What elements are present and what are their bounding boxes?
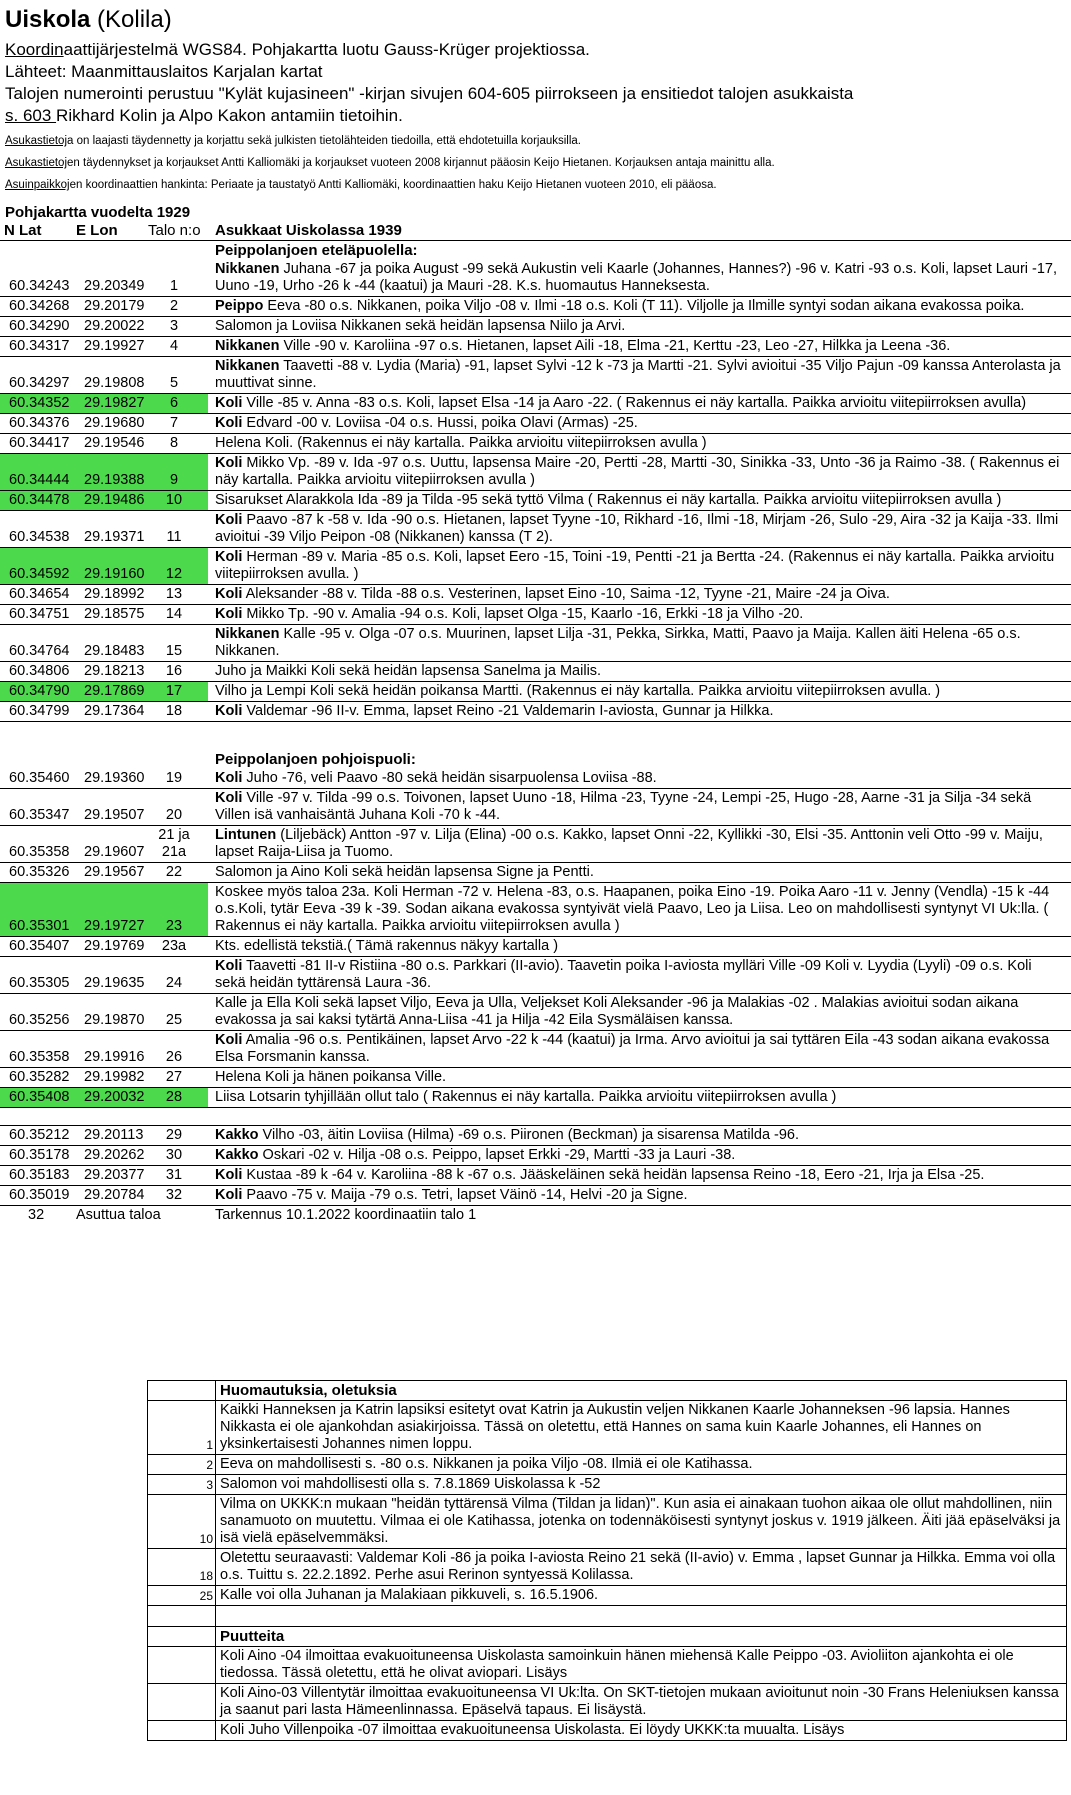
table-row bbox=[0, 826, 1071, 863]
resident-text bbox=[215, 337, 1065, 356]
talo-cell: 23a bbox=[161, 938, 187, 954]
lat-cell: 60.34478 bbox=[9, 492, 70, 508]
talo-cell: 32 bbox=[165, 1187, 183, 1203]
resident-details: Mikko Vp. -89 v. Ida -97 o.s. Uuttu, lapsensa Maire -20, Pertti -28, Martti -30, Sinikka -33, Unto -36 ja Raimo -38. ( Rakennus ei näy kartalla. Paikka arvioitu viitepiirroksen avulla ) bbox=[215, 455, 1060, 488]
resident-text bbox=[215, 789, 1065, 825]
lon-cell: 29.20032 bbox=[84, 1089, 145, 1105]
talo-cell: 18 bbox=[165, 703, 183, 719]
resident-text bbox=[215, 957, 1065, 993]
lat-cell: 60.34806 bbox=[9, 663, 70, 679]
resident-text bbox=[215, 605, 1065, 624]
notes-table bbox=[147, 1380, 1067, 1741]
surname: Koli bbox=[215, 770, 243, 786]
talo-cell: 12 bbox=[165, 566, 183, 582]
lat-cell: 60.35460 bbox=[9, 770, 70, 786]
notes-heading-row bbox=[148, 1381, 1066, 1401]
surname: Koli bbox=[215, 586, 243, 602]
surname: Koli bbox=[215, 703, 243, 719]
lon-cell: 29.19680 bbox=[84, 415, 145, 431]
table-row bbox=[0, 1146, 1071, 1166]
resident-details: Kts. edellistä tekstiä.( Tämä rakennus näkyy kartalla ) bbox=[215, 938, 559, 954]
resident-text bbox=[215, 357, 1065, 393]
resident-details: (Liljebäck) Antton -97 v. Lilja (Elina) -00 o.s. Kakko, lapset Onni -22, Kyllikki -30, Elsi -35. Anttonin veli Otto -99 v. Maiju, lapset Raija-Liisa ja Tuomo. bbox=[215, 827, 1043, 860]
surname: Nikkanen bbox=[215, 261, 280, 277]
note-text: Vilma on UKKK:n mukaan "heidän tyttärensä Vilma (Tildan ja lidan)". Kun asia ei ainakaan tuohon aikaa ole ollut mahdollinen, niin sanamuoto on muutettu. Vilmaa ei ole Katihassa, jotenka on todennäköisesti syntynyt joskus v. 1919 jälkeen. Äiti jää epäselväksi ja isä vielä epäselvemmäksi. bbox=[220, 1496, 1061, 1546]
lat-cell: 60.35178 bbox=[9, 1147, 70, 1163]
lat-cell: 60.34799 bbox=[9, 703, 70, 719]
note-number: 10 bbox=[148, 1495, 216, 1548]
lon-cell: 29.17364 bbox=[84, 703, 145, 719]
lon-cell: 29.19769 bbox=[84, 938, 145, 954]
lon-cell: 29.19546 bbox=[84, 435, 145, 451]
talo-cell: 7 bbox=[169, 415, 179, 431]
table-row bbox=[0, 491, 1071, 511]
note-number: 2 bbox=[148, 1455, 216, 1474]
resident-details: Kustaa -89 k -64 v. Karoliina -88 k -67 o.s. Jääskeläinen sekä heidän lapsensa Reino -18, Eero -21, Irja ja Elsa -25. bbox=[242, 1167, 985, 1183]
talo-cell: 16 bbox=[165, 663, 183, 679]
note-text: Kaikki Hanneksen ja Katrin lapsiksi esitetyt ovat Katrin ja Aukustin veljen Nikkanen Kaarle Johanneksen -96 lapsia. Hannes Nikkasta ei ole ajankohdan asiakirjoissa. Tässä on oletettu, että Hannes on sama kuin Kaarle Johannes, eli Hannes on yksinkertaisesti Johannes nimen loppu. bbox=[220, 1402, 1010, 1452]
summary-row bbox=[0, 1206, 1071, 1225]
lon-cell: 29.18575 bbox=[84, 606, 145, 622]
resident-details: Kalle ja Ella Koli sekä lapset Viljo, Eeva ja Ulla, Veljekset Koli Aleksander -96 ja Malakias -02 . Malakias avioitui sodan aikana evakossa ja sai kaksi tytärtä Anna-Liisa -41 ja Hilja -42 Eila Sysmäläisen kanssa. bbox=[215, 995, 1019, 1028]
col-lon: E Lon bbox=[76, 222, 118, 239]
lon-cell: 29.19635 bbox=[84, 975, 145, 991]
resident-text bbox=[215, 1146, 1065, 1165]
pohjakartta-label: Pohjakartta vuodelta 1929 bbox=[5, 204, 191, 221]
table-row bbox=[0, 702, 1071, 722]
lon-cell: 29.20262 bbox=[84, 1147, 145, 1163]
resident-text bbox=[215, 1088, 1065, 1107]
lat-cell: 60.35326 bbox=[9, 864, 70, 880]
lat-cell: 60.34317 bbox=[9, 338, 70, 354]
lon-cell: 29.19507 bbox=[84, 807, 145, 823]
lat-cell: 60.35282 bbox=[9, 1069, 70, 1085]
talo-cell: 8 bbox=[169, 435, 179, 451]
talo-cell: 20 bbox=[165, 807, 183, 823]
resident-text bbox=[215, 1166, 1065, 1185]
lat-cell: 60.34764 bbox=[9, 643, 70, 659]
table-row bbox=[0, 511, 1071, 548]
resident-text bbox=[215, 1126, 1065, 1145]
note-number bbox=[148, 1721, 216, 1740]
lon-cell: 29.20349 bbox=[84, 278, 145, 294]
talo-cell: 28 bbox=[165, 1089, 183, 1105]
lat-cell: 60.34243 bbox=[9, 278, 70, 294]
empty-row bbox=[0, 1108, 1071, 1126]
note-text: Koli Aino-03 Villentytär ilmoittaa evakuoituneensa VI Uk:lta. On SKT-tietojen mukaan avioitunut noin -30 Frans Heleniuksen kanssa ja saanut pari lasta Hämeenlinnassa. Epäselvä tapaus. Ei lisäystä. bbox=[220, 1685, 1059, 1718]
surname: Koli bbox=[215, 1032, 243, 1048]
talo-cell: 17 bbox=[165, 683, 183, 699]
lat-cell: 60.34297 bbox=[9, 375, 70, 391]
lon-cell: 29.19486 bbox=[84, 492, 145, 508]
summary-note: Tarkennus 10.1.2022 koordinaatiin talo 1 bbox=[215, 1207, 477, 1223]
note-number bbox=[148, 1606, 216, 1626]
lon-cell: 29.19982 bbox=[84, 1069, 145, 1085]
resident-text bbox=[215, 883, 1065, 936]
talo-cell: 13 bbox=[165, 586, 183, 602]
resident-text bbox=[215, 863, 1065, 882]
table-row bbox=[0, 662, 1071, 682]
resident-details: Paavo -75 v. Maija -79 o.s. Tetri, lapset Väinö -14, Helvi -20 ja Signe. bbox=[242, 1187, 688, 1203]
note-number bbox=[148, 1647, 216, 1683]
resident-details: Salomon ja Loviisa Nikkanen sekä heidän lapsensa Niilo ja Arvi. bbox=[215, 318, 626, 334]
surname: Koli bbox=[215, 549, 243, 565]
surname: Nikkanen bbox=[215, 626, 280, 642]
column-header bbox=[0, 222, 1071, 241]
table-row bbox=[0, 317, 1071, 337]
lat-cell: 60.34352 bbox=[9, 395, 70, 411]
resident-text bbox=[215, 625, 1065, 661]
surname: Koli bbox=[215, 958, 243, 974]
talo-cell: 23 bbox=[165, 918, 183, 934]
note-row bbox=[148, 1475, 1066, 1495]
resident-text bbox=[215, 702, 1065, 721]
resident-text bbox=[215, 826, 1065, 862]
table-row bbox=[0, 937, 1071, 957]
table-row bbox=[0, 1186, 1071, 1206]
resident-details: Juho -76, veli Paavo -80 sekä heidän sisarpuolensa Loviisa -88. bbox=[242, 770, 657, 786]
lat-cell: 60.34538 bbox=[9, 529, 70, 545]
lat-cell: 60.34444 bbox=[9, 472, 70, 488]
lat-cell: 60.34268 bbox=[9, 298, 70, 314]
table-row bbox=[0, 1031, 1071, 1068]
resident-details: Koskee myös taloa 23a. Koli Herman -72 v. Helena -83, o.s. Haapanen, poika Eino -19. Poika Aaro -11 v. Jenny (Vendla) -15 k -44 o.s.Koli, tytär Eeva -39 k -39. Sodan aikana evakossa syntyivät vielä Paavo, Leo ja Liisa. Leo on mahdollisesti syntynyt VI Uk:lla. ( Rakennus ei näy kartalla. Paikka arvioitu viitepiirroksen avulla ) bbox=[215, 884, 1050, 934]
lon-cell: 29.18483 bbox=[84, 643, 145, 659]
small-line-3: Asuinpaikkojen koordinaattien hankinta: Periaate ja taustatyö Antti Kalliomäki, koordinaattien haku Keijo Hietanen vuoteen 2010, eli pääosa. bbox=[5, 179, 717, 191]
resident-text bbox=[215, 297, 1065, 316]
group-heading bbox=[0, 241, 1071, 260]
table-row bbox=[0, 394, 1071, 414]
table-row bbox=[0, 863, 1071, 883]
surname: Koli bbox=[215, 1187, 243, 1203]
note-number: 18 bbox=[148, 1549, 216, 1585]
lat-cell: 60.35358 bbox=[9, 1049, 70, 1065]
table-row bbox=[0, 625, 1071, 662]
note-text: Kalle voi olla Juhanan ja Malakiaan pikkuveli, s. 16.5.1906. bbox=[220, 1587, 599, 1603]
resident-details: Oskari -02 v. Hilja -08 o.s. Peippo, lapset Erkki -29, Martti -33 ja Lauri -38. bbox=[258, 1147, 736, 1163]
talo-cell: 15 bbox=[165, 643, 183, 659]
notes-heading-row bbox=[148, 1627, 1066, 1647]
table-row bbox=[0, 1068, 1071, 1088]
lat-cell: 60.34654 bbox=[9, 586, 70, 602]
resident-details: Helena Koli. (Rakennus ei näy kartalla. Paikka arvioitu viitepiirroksen avulla ) bbox=[215, 435, 707, 451]
table-row bbox=[0, 357, 1071, 394]
surname: Koli bbox=[215, 415, 243, 431]
note-text: Koli Aino -04 ilmoittaa evakuoituneensa Uiskolasta samoinkuin hänen miehensä Kalle Peippo -03. Avioliiton ajankohta ei ole tiedossa. Tässä oletettu, että he olivat aviopari. Lisäys bbox=[220, 1648, 1014, 1681]
lat-cell: 60.35408 bbox=[9, 1089, 70, 1105]
talo-cell: 4 bbox=[169, 338, 179, 354]
summary-label: Asuttua taloa bbox=[76, 1207, 161, 1223]
resident-details: Salomon ja Aino Koli sekä heidän lapsensa Signe ja Pentti. bbox=[215, 864, 594, 880]
small-line-2: Asukastietojen täydennykset ja korjaukset Antti Kalliomäki ja korjaukset vuoteen 2008 kirjannut pääosin Keijo Hietanen. Korjauksen antaja mainittu alla. bbox=[5, 157, 775, 169]
talo-cell: 1 bbox=[169, 278, 179, 294]
note-number: 25 bbox=[148, 1586, 216, 1605]
resident-text bbox=[215, 548, 1065, 584]
lat-cell: 60.34751 bbox=[9, 606, 70, 622]
group-heading-text: Peippolanjoen eteläpuolella: bbox=[215, 242, 418, 259]
resident-details: Vilho -03, äitin Loviisa (Hilma) -69 o.s. Piironen (Beckman) ja sisarensa Matilda -96. bbox=[258, 1127, 800, 1143]
lon-cell: 29.19607 bbox=[84, 844, 145, 860]
lat-cell: 60.35305 bbox=[9, 975, 70, 991]
surname: Nikkanen bbox=[215, 338, 280, 354]
table-row bbox=[0, 1166, 1071, 1186]
resident-details: Juhana -67 ja poika August -99 sekä Aukustin veli Kaarle (Johannes, Hannes?) -96 v. Katri -93 o.s. Koli, lapset Lauri -17, Uuno -19, Urho -26 k -44 (kaatui) ja Mauri -28. K.s. huomautus Hanneksesta. bbox=[215, 261, 1058, 294]
note-row bbox=[148, 1549, 1066, 1586]
lon-cell: 29.19388 bbox=[84, 472, 145, 488]
resident-details: Taavetti -88 v. Lydia (Maria) -91, lapset Sylvi -12 k -73 ja Martti -21. Sylvi avioitui -35 Viljo Pajun -09 kanssa Anterolasta ja muuttivat sinne. bbox=[215, 358, 1061, 391]
lon-cell: 29.19360 bbox=[84, 770, 145, 786]
talo-cell: 3 bbox=[169, 318, 179, 334]
col-talo: Talo n:o bbox=[148, 222, 201, 239]
resident-text bbox=[215, 317, 1065, 336]
resident-details: Amalia -96 o.s. Pentikäinen, lapset Arvo -22 k -44 (kaatui) ja Irma. Arvo avioitui ja sai tyttären Eila -43 sodan aikana evakossa Elsa Forsmanin kanssa. bbox=[215, 1032, 1050, 1065]
lat-cell: 60.34417 bbox=[9, 435, 70, 451]
talo-cell: 27 bbox=[165, 1069, 183, 1085]
talo-cell: 30 bbox=[165, 1147, 183, 1163]
lat-cell: 60.34376 bbox=[9, 415, 70, 431]
resident-details: Sisarukset Alarakkola Ida -89 ja Tilda -95 sekä tyttö Vilma ( Rakennus ei näy kartalla. Paikka arvioitu viitepiirroksen avulla ) bbox=[215, 492, 1002, 508]
resident-details: Ville -90 v. Karoliina -97 o.s. Hietanen, lapset Aili -18, Elma -21, Kerttu -23, Leo -27, Hilkka ja Leena -36. bbox=[279, 338, 951, 354]
lat-cell: 60.35256 bbox=[9, 1012, 70, 1028]
header-line-3: Talojen numerointi perustuu "Kylät kujasineen" -kirjan sivujen 604-605 piirrokseen ja ensitiedot talojen asukkaista bbox=[5, 84, 854, 103]
lat-cell: 60.34592 bbox=[9, 566, 70, 582]
lat-cell: 60.34790 bbox=[9, 683, 70, 699]
note-text: Salomon voi mahdollisesti olla s. 7.8.1869 Uiskolassa k -52 bbox=[220, 1476, 601, 1492]
resident-details: Helena Koli ja hänen poikansa Ville. bbox=[215, 1069, 447, 1085]
lat-cell: 60.35183 bbox=[9, 1167, 70, 1183]
note-number bbox=[148, 1684, 216, 1720]
resident-text bbox=[215, 682, 1065, 701]
table-row bbox=[0, 769, 1071, 789]
resident-details: Ville -97 v. Tilda -99 o.s. Toivonen, lapset Uuno -18, Hilma -23, Tyyne -24, Lempi -25, Hugo -28, Aarne -31 ja Silja -34 sekä Villen isä vanhaisäntä Juhana Koli -70 k -44. bbox=[215, 790, 1032, 823]
resident-text bbox=[215, 491, 1065, 510]
lat-cell: 60.35019 bbox=[9, 1187, 70, 1203]
note-row bbox=[148, 1586, 1066, 1606]
resident-details: Liisa Lotsarin tyhjillään ollut talo ( Rakennus ei näy kartalla. Paikka arvioitu viitepiirroksen avulla ) bbox=[215, 1089, 837, 1105]
talo-cell: 29 bbox=[165, 1127, 183, 1143]
note-row bbox=[148, 1455, 1066, 1475]
lon-cell: 29.19808 bbox=[84, 375, 145, 391]
table-row bbox=[0, 414, 1071, 434]
resident-text bbox=[215, 1068, 1065, 1087]
col-asukkaat: Asukkaat Uiskolassa 1939 bbox=[215, 222, 402, 239]
table-row bbox=[0, 605, 1071, 625]
header-line-1: Koordinaattijärjestelmä WGS84. Pohjakartta luotu Gauss-Krüger projektiossa. bbox=[5, 40, 590, 59]
lon-cell: 29.20022 bbox=[84, 318, 145, 334]
table-row bbox=[0, 1126, 1071, 1146]
resident-text bbox=[215, 1186, 1065, 1205]
surname: Peippo bbox=[215, 298, 264, 314]
table-row bbox=[0, 454, 1071, 491]
table-row bbox=[0, 337, 1071, 357]
header-line-2: Lähteet: Maanmittauslaitos Karjalan kartat bbox=[5, 62, 323, 81]
resident-text bbox=[215, 769, 1065, 788]
table-row bbox=[0, 260, 1071, 297]
note-text: Eeva on mahdollisesti s. -80 o.s. Nikkanen ja poika Viljo -08. Ilmiä ei ole Katihassa. bbox=[220, 1456, 753, 1472]
resident-details: Vilho ja Lempi Koli sekä heidän poikansa Martti. (Rakennus ei näy kartalla. Paikka arvioitu viitepiirroksen avulla. ) bbox=[215, 683, 941, 699]
lon-cell: 29.20784 bbox=[84, 1187, 145, 1203]
note-number bbox=[148, 1381, 216, 1400]
resident-details: Taavetti -81 II-v Ristiina -80 o.s. Parkkari (II-avio). Taavetin poika I-aviosta mylläri Ville -09 Koli v. Lyydia (Lyyli) -09 o.s. Koli sekä heidän tyttärensä Laura -36. bbox=[215, 958, 1032, 991]
talo-cell: 22 bbox=[165, 864, 183, 880]
surname: Kakko bbox=[215, 1147, 259, 1163]
resident-text bbox=[215, 260, 1065, 296]
note-row bbox=[148, 1401, 1066, 1455]
resident-details: Valdemar -96 II-v. Emma, lapset Reino -21 Valdemarin I-aviosta, Gunnar ja Hilkka. bbox=[242, 703, 774, 719]
title-bold: Uiskola bbox=[5, 6, 91, 33]
resident-text bbox=[215, 585, 1065, 604]
resident-text bbox=[215, 511, 1065, 547]
table-row bbox=[0, 957, 1071, 994]
resident-text bbox=[215, 662, 1065, 681]
table-row bbox=[0, 883, 1071, 937]
surname: Lintunen bbox=[215, 827, 277, 843]
note-row bbox=[148, 1684, 1066, 1721]
table-row bbox=[0, 682, 1071, 702]
lon-cell: 29.19827 bbox=[84, 395, 145, 411]
talo-cell: 24 bbox=[165, 975, 183, 991]
resident-text bbox=[215, 937, 1065, 956]
resident-details: Herman -89 v. Maria -85 o.s. Koli, lapset Eero -15, Toini -19, Pentti -21 ja Bertta -24. (Rakennus ei näy kartalla. Paikka arvioitu viitepiirroksen avulla. ) bbox=[215, 549, 1055, 582]
lon-cell: 29.18992 bbox=[84, 586, 145, 602]
lon-cell: 29.17869 bbox=[84, 683, 145, 699]
lat-cell: 60.34290 bbox=[9, 318, 70, 334]
note-text: Koli Juho Villenpoika -07 ilmoittaa evakuoituneensa Uiskolasta. Ei löydy UKKK:ta muualta. Lisäys bbox=[220, 1722, 845, 1738]
note-row bbox=[148, 1606, 1066, 1627]
lat-cell: 60.35301 bbox=[9, 918, 70, 934]
lon-cell: 29.19870 bbox=[84, 1012, 145, 1028]
lat-cell: 60.35347 bbox=[9, 807, 70, 823]
talo-cell: 19 bbox=[165, 770, 183, 786]
lon-cell: 29.19371 bbox=[84, 529, 145, 545]
summary-count: 32 bbox=[28, 1207, 45, 1223]
resident-text bbox=[215, 994, 1065, 1030]
surname: Koli bbox=[215, 1167, 243, 1183]
resident-details: Kalle -95 v. Olga -07 o.s. Muurinen, lapset Lilja -31, Pekka, Sirkka, Matti, Paavo ja Maija. Kallen äiti Helena -65 o.s. Nikkanen. bbox=[215, 626, 1021, 659]
surname: Koli bbox=[215, 455, 243, 471]
note-text bbox=[216, 1606, 1066, 1626]
talo-cell: 10 bbox=[165, 492, 183, 508]
resident-text bbox=[215, 414, 1065, 433]
note-number bbox=[148, 1627, 216, 1646]
header-line-4: s. 603 Rikhard Kolin ja Alpo Kakon antamiin tietoihin. bbox=[5, 106, 403, 125]
resident-details: Juho ja Maikki Koli sekä heidän lapsensa Sanelma ja Mailis. bbox=[215, 663, 602, 679]
talo-cell: 25 bbox=[165, 1012, 183, 1028]
resident-text bbox=[215, 394, 1065, 413]
table-row bbox=[0, 994, 1071, 1031]
note-text: Oletettu seuraavasti: Valdemar Koli -86 ja poika I-aviosta Reino 21 sekä (II-avio) v. Emma , lapset Gunnar ja Hilkka. Emma voi olla o.s. Tuittu s. 22.2.1892. Perhe asui Rerinon syntyessä Kolilassa. bbox=[220, 1550, 1056, 1583]
note-number: 3 bbox=[148, 1475, 216, 1494]
table-row bbox=[0, 434, 1071, 454]
talo-cell: 31 bbox=[165, 1167, 183, 1183]
page-title bbox=[5, 6, 172, 34]
notes-heading: Huomautuksia, oletuksia bbox=[220, 1382, 397, 1399]
talo-cell: 2 bbox=[169, 298, 179, 314]
talo-cell: 14 bbox=[165, 606, 183, 622]
lat-cell: 60.35358 bbox=[9, 844, 70, 860]
surname: Koli bbox=[215, 790, 243, 806]
lon-cell: 29.18213 bbox=[84, 663, 145, 679]
resident-details: Mikko Tp. -90 v. Amalia -94 o.s. Koli, lapset Olga -15, Kaarlo -16, Erkki -18 ja Vilho -20. bbox=[242, 606, 804, 622]
talo-cell: 21 ja 21a bbox=[158, 827, 190, 860]
table-row bbox=[0, 297, 1071, 317]
talo-cell: 5 bbox=[169, 375, 179, 391]
resident-text bbox=[215, 454, 1065, 490]
note-row bbox=[148, 1721, 1066, 1740]
surname: Koli bbox=[215, 512, 243, 528]
resident-text bbox=[215, 434, 1065, 453]
table-row bbox=[0, 585, 1071, 605]
notes-heading: Puutteita bbox=[220, 1628, 285, 1645]
lat-cell: 60.35407 bbox=[9, 938, 70, 954]
lon-cell: 29.19927 bbox=[84, 338, 145, 354]
talo-cell: 9 bbox=[169, 472, 179, 488]
surname: Koli bbox=[215, 606, 243, 622]
note-row bbox=[148, 1495, 1066, 1549]
group-heading bbox=[0, 750, 1071, 769]
surname: Kakko bbox=[215, 1127, 259, 1143]
note-row bbox=[148, 1647, 1066, 1684]
residents-table bbox=[0, 241, 1071, 1225]
resident-text bbox=[215, 1031, 1065, 1067]
small-line-1: Asukastietoja on laajasti täydennetty ja korjattu sekä julkisten tietolähteiden tiedoilla, että ehdotetuilla korjauksilla. bbox=[5, 135, 581, 147]
note-number: 1 bbox=[148, 1401, 216, 1454]
talo-cell: 26 bbox=[165, 1049, 183, 1065]
resident-details: Ville -85 v. Anna -83 o.s. Koli, lapset Elsa -14 ja Aaro -22. ( Rakennus ei näy kartalla. Paikka arvioitu viitepiirroksen avulla) bbox=[242, 395, 1027, 411]
table-row bbox=[0, 789, 1071, 826]
lon-cell: 29.20377 bbox=[84, 1167, 145, 1183]
resident-details: Aleksander -88 v. Tilda -88 o.s. Vesterinen, lapset Eino -10, Saima -12, Tyyne -21, Maire -24 ja Oiva. bbox=[242, 586, 890, 602]
talo-cell: 11 bbox=[166, 529, 182, 545]
table-row bbox=[0, 548, 1071, 585]
table-row bbox=[0, 1088, 1071, 1108]
resident-details: Paavo -87 k -58 v. Ida -90 o.s. Hietanen, lapset Tyyne -10, Rikhard -16, Ilmi -18, Mirjam -26, Sulo -29, Aira -32 ja Kaija -33. Ilmi avioitui -39 Viljo Peipon -08 (Nikkanen) kanssa (T 2). bbox=[215, 512, 1059, 545]
lon-cell: 29.20179 bbox=[84, 298, 145, 314]
lon-cell: 29.20113 bbox=[84, 1127, 144, 1143]
lon-cell: 29.19727 bbox=[84, 918, 145, 934]
col-lat: N Lat bbox=[4, 222, 42, 239]
resident-details: Edvard -00 v. Loviisa -04 o.s. Hussi, poika Olavi (Armas) -25. bbox=[242, 415, 638, 431]
lat-cell: 60.35212 bbox=[9, 1127, 70, 1143]
lon-cell: 29.19567 bbox=[84, 864, 145, 880]
lon-cell: 29.19160 bbox=[84, 566, 145, 582]
surname: Koli bbox=[215, 395, 243, 411]
group-heading-text: Peippolanjoen pohjoispuoli: bbox=[215, 751, 416, 768]
title-rest: (Kolila) bbox=[90, 6, 172, 33]
talo-cell: 6 bbox=[169, 395, 179, 411]
spacer bbox=[0, 722, 1071, 750]
lon-cell: 29.19916 bbox=[84, 1049, 145, 1065]
surname: Nikkanen bbox=[215, 358, 280, 374]
resident-details: Eeva -80 o.s. Nikkanen, poika Viljo -08 v. Ilmi -18 o.s. Koli (T 11). Viljolle ja Ilmille syntyi sodan aikana evakossa poika. bbox=[263, 298, 1025, 314]
